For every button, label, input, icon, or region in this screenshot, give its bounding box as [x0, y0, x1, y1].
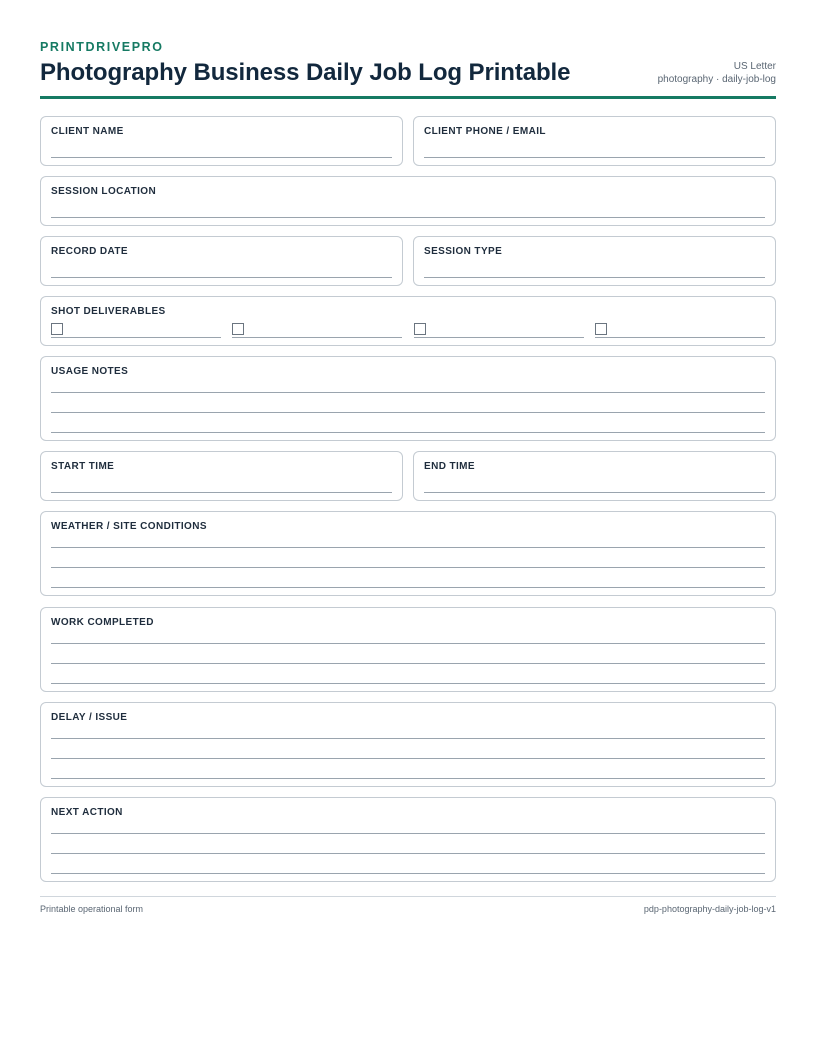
page-tags: photography · daily-job-log: [657, 74, 776, 85]
next-action-input-line[interactable]: [51, 853, 765, 854]
delay-issue-field: [40, 702, 776, 787]
deliverable-input-line[interactable]: [51, 337, 221, 338]
record-date-input-line[interactable]: [51, 277, 392, 278]
record-date-label: RECORD DATE: [51, 246, 128, 257]
deliverable-checkbox[interactable]: [232, 323, 244, 335]
deliverable-input-line[interactable]: [232, 337, 402, 338]
weather-field: [40, 511, 776, 596]
page-header: [40, 0, 776, 100]
shot-deliverables-field: [40, 296, 776, 346]
deliverable-item: [51, 322, 221, 338]
client-name-field: [40, 116, 403, 166]
work-completed-input-line[interactable]: [51, 683, 765, 684]
form-page: [40, 0, 776, 914]
deliverable-item: [232, 322, 402, 338]
header-rule: [40, 96, 776, 99]
form-id: pdp-photography-daily-job-log-v1: [643, 904, 776, 914]
usage-notes-input-line[interactable]: [51, 392, 765, 393]
delay-issue-input-line[interactable]: [51, 778, 765, 779]
client-contact-input-line[interactable]: [424, 157, 765, 158]
session-location-input-line[interactable]: [51, 217, 765, 218]
session-type-input-line[interactable]: [424, 277, 765, 278]
work-completed-input-line[interactable]: [51, 643, 765, 644]
session-location-label: SESSION LOCATION: [51, 186, 157, 197]
delay-issue-input-line[interactable]: [51, 758, 765, 759]
deliverable-checkbox[interactable]: [595, 323, 607, 335]
end-time-field: [413, 451, 776, 501]
usage-notes-input-line[interactable]: [51, 412, 765, 413]
usage-notes-field: [40, 356, 776, 441]
client-contact-label: CLIENT PHONE / EMAIL: [424, 126, 546, 137]
footer-note: Printable operational form: [40, 904, 144, 914]
start-time-field: [40, 451, 403, 501]
work-completed-field: [40, 607, 776, 692]
work-completed-label: WORK COMPLETED: [51, 617, 154, 628]
client-name-input-line[interactable]: [51, 157, 392, 158]
shot-deliverables-label: SHOT DELIVERABLES: [51, 306, 166, 317]
delay-issue-input-line[interactable]: [51, 738, 765, 739]
session-location-field: [40, 176, 776, 226]
work-completed-input-line[interactable]: [51, 663, 765, 664]
client-contact-field: [413, 116, 776, 166]
deliverable-item: [595, 322, 765, 338]
next-action-input-line[interactable]: [51, 833, 765, 834]
session-type-field: [413, 236, 776, 286]
usage-notes-input-line[interactable]: [51, 432, 765, 433]
page-title: Photography Business Daily Job Log Printable: [40, 59, 571, 86]
delay-issue-label: DELAY / ISSUE: [51, 712, 128, 723]
session-type-label: SESSION TYPE: [424, 246, 503, 257]
start-time-label: START TIME: [51, 461, 115, 472]
deliverable-input-line[interactable]: [414, 337, 584, 338]
deliverable-input-line[interactable]: [595, 337, 765, 338]
end-time-input-line[interactable]: [424, 492, 765, 493]
brand-name: PRINTDRIVEPRO: [40, 40, 164, 54]
weather-label: WEATHER / SITE CONDITIONS: [51, 521, 207, 532]
next-action-field: [40, 797, 776, 882]
deliverable-checkbox[interactable]: [414, 323, 426, 335]
deliverable-item: [414, 322, 584, 338]
deliverable-checkbox[interactable]: [51, 323, 63, 335]
weather-input-line[interactable]: [51, 587, 765, 588]
next-action-label: NEXT ACTION: [51, 807, 123, 818]
weather-input-line[interactable]: [51, 567, 765, 568]
weather-input-line[interactable]: [51, 547, 765, 548]
next-action-input-line[interactable]: [51, 873, 765, 874]
page-meta: [658, 60, 776, 86]
usage-notes-label: USAGE NOTES: [51, 366, 129, 377]
end-time-label: END TIME: [424, 461, 475, 472]
start-time-input-line[interactable]: [51, 492, 392, 493]
client-name-label: CLIENT NAME: [51, 126, 124, 137]
footer-rule: [40, 896, 776, 897]
paper-size: US Letter: [733, 61, 776, 72]
record-date-field: [40, 236, 403, 286]
